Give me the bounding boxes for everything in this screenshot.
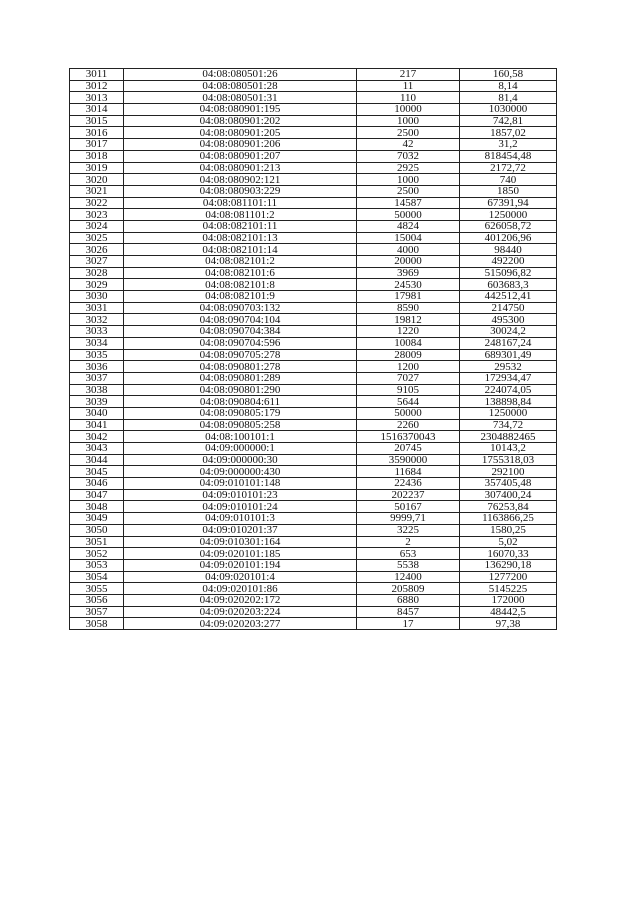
area-cell: 5644 — [357, 396, 460, 408]
table-row — [70, 244, 557, 256]
cadastral-number-cell: 04:08:082101:9 — [124, 291, 357, 303]
value-cell: 98440 — [460, 244, 557, 256]
cadastral-number-cell: 04:08:080903:229 — [124, 185, 357, 197]
cadastral-number-cell: 04:09:010101:3 — [124, 513, 357, 525]
value-cell: 740 — [460, 174, 557, 186]
value-cell: 492200 — [460, 256, 557, 268]
value-cell: 1755318,03 — [460, 454, 557, 466]
value-cell: 1030000 — [460, 104, 557, 116]
table-row — [70, 571, 557, 583]
row-number-cell: 3035 — [70, 349, 124, 361]
area-cell: 2925 — [357, 162, 460, 174]
table-row — [70, 209, 557, 221]
row-number-cell: 3039 — [70, 396, 124, 408]
value-cell: 1850 — [460, 185, 557, 197]
table-row — [70, 337, 557, 349]
cadastral-number-cell: 04:08:100101:1 — [124, 431, 357, 443]
table-row — [70, 384, 557, 396]
row-number-cell: 3036 — [70, 361, 124, 373]
area-cell: 6880 — [357, 594, 460, 606]
row-number-cell: 3017 — [70, 139, 124, 151]
value-cell: 10143,2 — [460, 443, 557, 455]
value-cell: 442512,41 — [460, 291, 557, 303]
area-cell: 4824 — [357, 220, 460, 232]
table-row — [70, 69, 557, 81]
value-cell: 603683,3 — [460, 279, 557, 291]
table-row — [70, 489, 557, 501]
cadastral-number-cell: 04:08:090704:104 — [124, 314, 357, 326]
row-number-cell: 3015 — [70, 115, 124, 127]
cadastral-number-cell: 04:08:090801:278 — [124, 361, 357, 373]
area-cell: 15004 — [357, 232, 460, 244]
value-cell: 136290,18 — [460, 559, 557, 571]
row-number-cell: 3034 — [70, 337, 124, 349]
area-cell: 28009 — [357, 349, 460, 361]
cadastral-number-cell: 04:08:090805:258 — [124, 419, 357, 431]
value-cell: 29532 — [460, 361, 557, 373]
table-row — [70, 279, 557, 291]
area-cell: 1000 — [357, 174, 460, 186]
row-number-cell: 3013 — [70, 92, 124, 104]
table-row — [70, 536, 557, 548]
value-cell: 138898,84 — [460, 396, 557, 408]
value-cell: 48442,5 — [460, 606, 557, 618]
value-cell: 1857,02 — [460, 127, 557, 139]
row-number-cell: 3049 — [70, 513, 124, 525]
cadastral-number-cell: 04:09:020202:172 — [124, 594, 357, 606]
row-number-cell: 3029 — [70, 279, 124, 291]
cadastral-number-cell: 04:08:080901:202 — [124, 115, 357, 127]
cadastral-number-cell: 04:08:081101:2 — [124, 209, 357, 221]
area-cell: 3225 — [357, 524, 460, 536]
area-cell: 7027 — [357, 372, 460, 384]
value-cell: 224074,05 — [460, 384, 557, 396]
table-row — [70, 174, 557, 186]
area-cell: 24530 — [357, 279, 460, 291]
table-body — [70, 69, 557, 630]
cadastral-number-cell: 04:08:082101:11 — [124, 220, 357, 232]
table-row — [70, 443, 557, 455]
cadastral-number-cell: 04:09:020101:86 — [124, 583, 357, 595]
table-row — [70, 548, 557, 560]
area-cell: 1000 — [357, 115, 460, 127]
table-row — [70, 197, 557, 209]
table-row — [70, 302, 557, 314]
cadastral-number-cell: 04:08:090704:384 — [124, 326, 357, 338]
cadastral-number-cell: 04:08:081101:11 — [124, 197, 357, 209]
row-number-cell: 3045 — [70, 466, 124, 478]
cadastral-number-cell: 04:08:090704:596 — [124, 337, 357, 349]
area-cell: 8590 — [357, 302, 460, 314]
area-cell: 2260 — [357, 419, 460, 431]
area-cell: 19812 — [357, 314, 460, 326]
value-cell: 16070,33 — [460, 548, 557, 560]
area-cell: 22436 — [357, 478, 460, 490]
row-number-cell: 3018 — [70, 150, 124, 162]
area-cell: 1200 — [357, 361, 460, 373]
row-number-cell: 3041 — [70, 419, 124, 431]
row-number-cell: 3023 — [70, 209, 124, 221]
row-number-cell: 3053 — [70, 559, 124, 571]
value-cell: 97,38 — [460, 618, 557, 630]
value-cell: 8,14 — [460, 80, 557, 92]
cadastral-number-cell: 04:08:090804:611 — [124, 396, 357, 408]
cadastral-number-cell: 04:08:082101:2 — [124, 256, 357, 268]
row-number-cell: 3012 — [70, 80, 124, 92]
row-number-cell: 3040 — [70, 407, 124, 419]
value-cell: 1277200 — [460, 571, 557, 583]
area-cell: 5538 — [357, 559, 460, 571]
row-number-cell: 3037 — [70, 372, 124, 384]
row-number-cell: 3025 — [70, 232, 124, 244]
cadastral-number-cell: 04:09:020203:277 — [124, 618, 357, 630]
row-number-cell: 3027 — [70, 256, 124, 268]
area-cell: 4000 — [357, 244, 460, 256]
row-number-cell: 3056 — [70, 594, 124, 606]
table-row — [70, 150, 557, 162]
row-number-cell: 3058 — [70, 618, 124, 630]
area-cell: 1220 — [357, 326, 460, 338]
row-number-cell: 3054 — [70, 571, 124, 583]
value-cell: 160,58 — [460, 69, 557, 81]
cadastral-number-cell: 04:09:010201:37 — [124, 524, 357, 536]
row-number-cell: 3057 — [70, 606, 124, 618]
value-cell: 2172,72 — [460, 162, 557, 174]
row-number-cell: 3026 — [70, 244, 124, 256]
row-number-cell: 3028 — [70, 267, 124, 279]
cadastral-number-cell: 04:08:080901:195 — [124, 104, 357, 116]
row-number-cell: 3032 — [70, 314, 124, 326]
row-number-cell: 3033 — [70, 326, 124, 338]
area-cell: 653 — [357, 548, 460, 560]
table-row — [70, 139, 557, 151]
table-row — [70, 618, 557, 630]
value-cell: 214750 — [460, 302, 557, 314]
table-row — [70, 501, 557, 513]
value-cell: 1163866,25 — [460, 513, 557, 525]
row-number-cell: 3042 — [70, 431, 124, 443]
cadastral-number-cell: 04:08:080901:207 — [124, 150, 357, 162]
table-row — [70, 454, 557, 466]
area-cell: 20745 — [357, 443, 460, 455]
table-row — [70, 256, 557, 268]
area-cell: 12400 — [357, 571, 460, 583]
table-row — [70, 326, 557, 338]
value-cell: 76253,84 — [460, 501, 557, 513]
row-number-cell: 3021 — [70, 185, 124, 197]
value-cell: 626058,72 — [460, 220, 557, 232]
cadastral-number-cell: 04:09:020101:4 — [124, 571, 357, 583]
row-number-cell: 3014 — [70, 104, 124, 116]
value-cell: 31,2 — [460, 139, 557, 151]
table-row — [70, 104, 557, 116]
table-row — [70, 92, 557, 104]
table-row — [70, 162, 557, 174]
table-row — [70, 185, 557, 197]
area-cell: 2500 — [357, 185, 460, 197]
value-cell: 81,4 — [460, 92, 557, 104]
table-row — [70, 372, 557, 384]
value-cell: 307400,24 — [460, 489, 557, 501]
table-row — [70, 419, 557, 431]
cadastral-number-cell: 04:09:020203:224 — [124, 606, 357, 618]
value-cell: 172000 — [460, 594, 557, 606]
cadastral-number-cell: 04:08:080901:205 — [124, 127, 357, 139]
area-cell: 7032 — [357, 150, 460, 162]
table-row — [70, 466, 557, 478]
value-cell: 689301,49 — [460, 349, 557, 361]
table-row — [70, 396, 557, 408]
area-cell: 8457 — [357, 606, 460, 618]
value-cell: 2304882465 — [460, 431, 557, 443]
table-row — [70, 407, 557, 419]
row-number-cell: 3055 — [70, 583, 124, 595]
area-cell: 50000 — [357, 407, 460, 419]
cadastral-number-cell: 04:08:090801:289 — [124, 372, 357, 384]
row-number-cell: 3047 — [70, 489, 124, 501]
cadastral-number-cell: 04:08:080902:121 — [124, 174, 357, 186]
area-cell: 202237 — [357, 489, 460, 501]
table-row — [70, 606, 557, 618]
area-cell: 11 — [357, 80, 460, 92]
value-cell: 515096,82 — [460, 267, 557, 279]
area-cell: 17981 — [357, 291, 460, 303]
cadastral-number-cell: 04:08:082101:14 — [124, 244, 357, 256]
row-number-cell: 3031 — [70, 302, 124, 314]
table-row — [70, 80, 557, 92]
area-cell: 205809 — [357, 583, 460, 595]
area-cell: 10000 — [357, 104, 460, 116]
cadastral-number-cell: 04:09:010101:24 — [124, 501, 357, 513]
row-number-cell: 3043 — [70, 443, 124, 455]
area-cell: 1516370043 — [357, 431, 460, 443]
row-number-cell: 3016 — [70, 127, 124, 139]
table-row — [70, 583, 557, 595]
area-cell: 14587 — [357, 197, 460, 209]
area-cell: 3969 — [357, 267, 460, 279]
table-row — [70, 127, 557, 139]
cadastral-number-cell: 04:08:090703:132 — [124, 302, 357, 314]
cadastral-number-cell: 04:08:090805:179 — [124, 407, 357, 419]
row-number-cell: 3019 — [70, 162, 124, 174]
cadastral-number-cell: 04:09:000000:1 — [124, 443, 357, 455]
area-cell: 2 — [357, 536, 460, 548]
cadastral-number-cell: 04:09:010101:148 — [124, 478, 357, 490]
value-cell: 30024,2 — [460, 326, 557, 338]
area-cell: 2500 — [357, 127, 460, 139]
value-cell: 401206,96 — [460, 232, 557, 244]
cadastral-number-cell: 04:09:020101:194 — [124, 559, 357, 571]
cadastral-number-cell: 04:08:082101:13 — [124, 232, 357, 244]
value-cell: 734,72 — [460, 419, 557, 431]
table-row — [70, 267, 557, 279]
cadastral-number-cell: 04:08:080501:31 — [124, 92, 357, 104]
value-cell: 67391,94 — [460, 197, 557, 209]
value-cell: 292100 — [460, 466, 557, 478]
row-number-cell: 3020 — [70, 174, 124, 186]
area-cell: 3590000 — [357, 454, 460, 466]
table-row — [70, 291, 557, 303]
cadastral-number-cell: 04:09:000000:30 — [124, 454, 357, 466]
cadastral-number-cell: 04:08:090801:290 — [124, 384, 357, 396]
cadastral-number-cell: 04:09:000000:430 — [124, 466, 357, 478]
row-number-cell: 3048 — [70, 501, 124, 513]
value-cell: 357405,48 — [460, 478, 557, 490]
table-row — [70, 594, 557, 606]
cadastral-number-cell: 04:08:080901:206 — [124, 139, 357, 151]
value-cell: 5145225 — [460, 583, 557, 595]
cadastral-number-cell: 04:09:010101:23 — [124, 489, 357, 501]
value-cell: 248167,24 — [460, 337, 557, 349]
row-number-cell: 3022 — [70, 197, 124, 209]
cadastral-number-cell: 04:08:090705:278 — [124, 349, 357, 361]
row-number-cell: 3011 — [70, 69, 124, 81]
value-cell: 1250000 — [460, 407, 557, 419]
cadastral-number-cell: 04:08:082101:8 — [124, 279, 357, 291]
table-row — [70, 361, 557, 373]
cadastral-number-cell: 04:09:020101:185 — [124, 548, 357, 560]
area-cell: 50000 — [357, 209, 460, 221]
row-number-cell: 3052 — [70, 548, 124, 560]
area-cell: 17 — [357, 618, 460, 630]
cadastral-number-cell: 04:08:080501:28 — [124, 80, 357, 92]
area-cell: 9105 — [357, 384, 460, 396]
cadastral-number-cell: 04:08:082101:6 — [124, 267, 357, 279]
cadastral-number-cell: 04:08:080501:26 — [124, 69, 357, 81]
value-cell: 1580,25 — [460, 524, 557, 536]
area-cell: 110 — [357, 92, 460, 104]
row-number-cell: 3046 — [70, 478, 124, 490]
value-cell: 5,02 — [460, 536, 557, 548]
table-row — [70, 559, 557, 571]
table-row — [70, 478, 557, 490]
table-row — [70, 349, 557, 361]
cadastral-number-cell: 04:08:080901:213 — [124, 162, 357, 174]
value-cell: 818454,48 — [460, 150, 557, 162]
cadastral-number-cell: 04:09:010301:164 — [124, 536, 357, 548]
table-row — [70, 314, 557, 326]
row-number-cell: 3024 — [70, 220, 124, 232]
value-cell: 172934,47 — [460, 372, 557, 384]
area-cell: 11684 — [357, 466, 460, 478]
value-cell: 1250000 — [460, 209, 557, 221]
table-row — [70, 232, 557, 244]
table-row — [70, 524, 557, 536]
area-cell: 50167 — [357, 501, 460, 513]
table-row — [70, 220, 557, 232]
row-number-cell: 3044 — [70, 454, 124, 466]
row-number-cell: 3051 — [70, 536, 124, 548]
table-row — [70, 431, 557, 443]
area-cell: 42 — [357, 139, 460, 151]
area-cell: 9999,71 — [357, 513, 460, 525]
area-cell: 217 — [357, 69, 460, 81]
table-row — [70, 513, 557, 525]
table-row — [70, 115, 557, 127]
data-table — [69, 68, 557, 630]
value-cell: 742,81 — [460, 115, 557, 127]
row-number-cell: 3030 — [70, 291, 124, 303]
value-cell: 495300 — [460, 314, 557, 326]
area-cell: 10084 — [357, 337, 460, 349]
row-number-cell: 3050 — [70, 524, 124, 536]
row-number-cell: 3038 — [70, 384, 124, 396]
area-cell: 20000 — [357, 256, 460, 268]
